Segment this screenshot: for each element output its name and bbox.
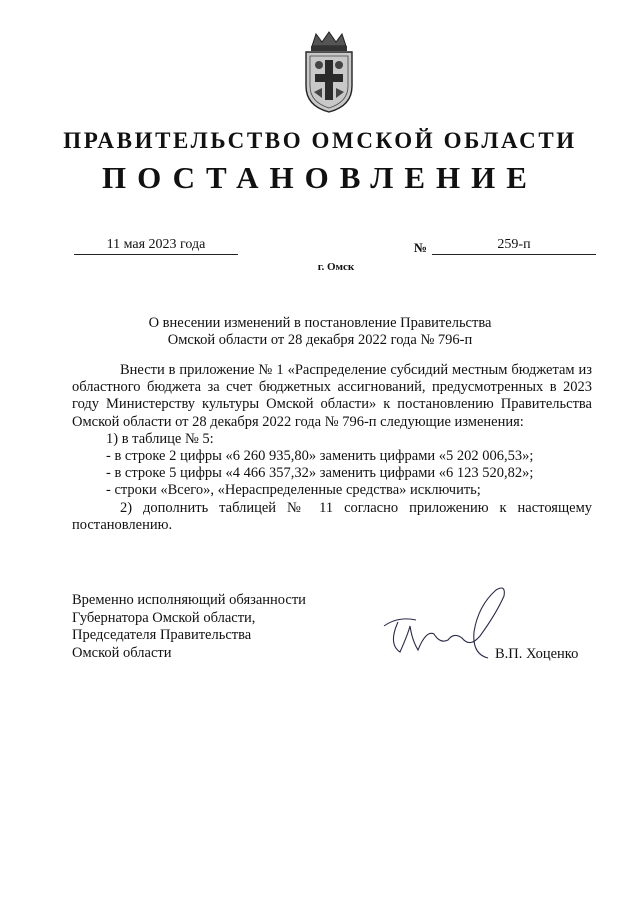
body-intro: Внести в приложение № 1 «Распределение субсидий местным бюджетам из областного бюджета за счет бюджетных ассигнований, предусмотренных в 2023 году Министерству культуры Омской области» к постановлению Правительства Омской области от 28 декабря 2022 года № 796-п следующие изменения: bbox=[72, 362, 592, 430]
city: г. Омск bbox=[317, 261, 355, 273]
number-sign: № bbox=[414, 240, 428, 255]
body-item: 2) дополнить таблицей № 11 согласно приложению к настоящему постановлению. bbox=[72, 499, 592, 533]
signer-name: В.П. Хоценко bbox=[495, 646, 579, 662]
signer-line: Омской области bbox=[72, 644, 172, 661]
document-date: 11 мая 2023 года bbox=[74, 236, 238, 255]
document-type-title: ПОСТАНОВЛЕНИЕ bbox=[102, 160, 538, 195]
document-body bbox=[72, 362, 592, 534]
body-item: - строки «Всего», «Нераспределенные средства» исключить; bbox=[106, 482, 481, 499]
signer-line: Председателя Правительства bbox=[72, 627, 252, 643]
handwritten-signature bbox=[378, 574, 508, 674]
signer-line: Временно исполняющий обязанности bbox=[72, 592, 306, 608]
signer-line: Губернатора Омской области, bbox=[72, 609, 256, 626]
government-title: ПРАВИТЕЛЬСТВО ОМСКОЙ ОБЛАСТИ bbox=[63, 128, 577, 153]
body-item: - в строке 2 цифры «6 260 935,80» заменить цифрами «5 202 006,53»; bbox=[106, 448, 534, 465]
subject-line: Омской области от 28 декабря 2022 года № 796-п bbox=[167, 332, 473, 348]
omsk-coat-of-arms-icon bbox=[298, 30, 360, 114]
document-number: 259-п bbox=[432, 236, 596, 255]
document-subject bbox=[120, 315, 520, 349]
body-item: - в строке 5 цифры «4 466 357,32» заменить цифрами «6 123 520,82»; bbox=[106, 465, 534, 482]
body-item: 1) в таблице № 5: bbox=[106, 430, 214, 447]
signer-title bbox=[72, 592, 306, 662]
subject-line: О внесении изменений в постановление Правительства bbox=[148, 315, 492, 331]
